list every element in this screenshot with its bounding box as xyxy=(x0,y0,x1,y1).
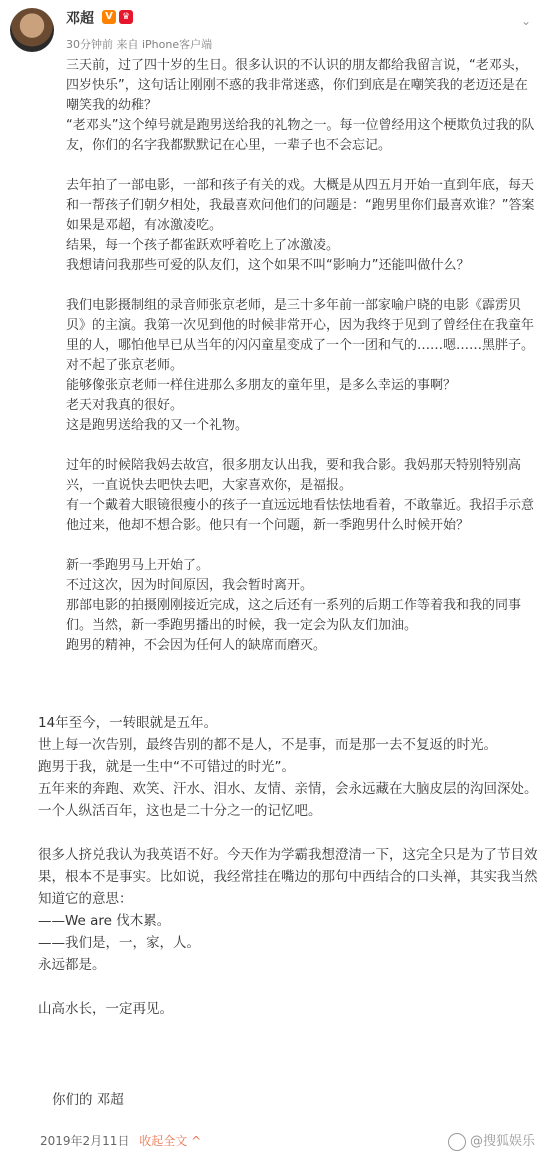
post-paragraph: 这是跑男送给我的又一个礼物。 xyxy=(66,418,249,433)
post-paragraph: 新一季跑男马上开始了。 xyxy=(66,558,210,573)
post-paragraph: 有一个戴着大眼镜很瘦小的孩子一直远远地看怯怯地看着，不敢靠近。我招手示意他过来，他却不想合影。他只有一个问题，新一季跑男什么时候开始？ xyxy=(66,498,535,533)
post-paragraph: 过年的时候陪我妈去故宫，很多朋友认出我，要和我合影。我妈那天特别特别高兴，一直说快去吧快去吧，大家喜欢你，是福报。 xyxy=(66,458,522,493)
post-paragraph: 那部电影的拍摄刚刚接近完成，这之后还有一系列的后期工作等着我和我的同事们。当然，新一季跑男播出的时候，我一定会为队友们加油。 xyxy=(66,598,522,633)
signature: 你们的 邓超 xyxy=(52,1092,124,1108)
author-name[interactable]: 邓超 xyxy=(66,11,94,27)
post-paragraph: 世上每一次告别，最终告别的都不是人，不是事，而是那一去不复返的时光。 xyxy=(38,737,497,753)
watermark: @搜狐娱乐 xyxy=(448,1130,535,1151)
post-paragraph: 14年至今，一转眼就是五年。 xyxy=(38,715,218,731)
paragraph-gap xyxy=(66,536,536,556)
post-paragraph: 老天对我真的很好。 xyxy=(66,398,184,413)
post-paragraph: 跑男于我，就是一生中“不可错过的时光”。 xyxy=(38,759,295,775)
collapse-button[interactable]: 收起全文 ^ xyxy=(139,1134,202,1148)
paragraph-gap xyxy=(38,822,538,844)
post-paragraph: 永远都是。 xyxy=(38,957,106,973)
post-header xyxy=(0,0,545,58)
post-date: 2019年2月11日 xyxy=(40,1134,130,1148)
paragraph-gap xyxy=(66,276,536,296)
post-body xyxy=(66,56,536,656)
avatar[interactable] xyxy=(10,8,54,52)
post-paragraph: 我想请问我那些可爱的队友们，这个如果不叫“影响力”还能叫做什么？ xyxy=(66,258,470,273)
collapse-arrow-icon: ^ xyxy=(191,1134,202,1148)
post-paragraph: 五年来的奔跑、欢笑、汗水、泪水、友情、亲情，会永远藏在大脑皮层的沟回深处。一个人纵活百年，这也是二十分之一的记忆吧。 xyxy=(38,781,538,819)
post-paragraph: 能够像张京老师一样住进那么多朋友的童年里，是多么幸运的事啊？ xyxy=(66,378,457,393)
post-paragraph: 不过这次，因为时间原因，我会暂时离开。 xyxy=(66,578,314,593)
verified-badge: V xyxy=(102,10,116,24)
post-paragraph: 跑男的精神，不会因为任何人的缺席而磨灭。 xyxy=(66,638,327,653)
post-paragraph: 很多人挤兑我认为我英语不好。今天作为学霸我想澄清一下，这完全只是为了节目效果，根本不是事实。比如说，我经常挂在嘴边的那句中西结合的口头禅，其实我当然知道它的意思： xyxy=(38,847,538,907)
vip-icon: ♛ xyxy=(119,10,133,24)
chevron-down-icon[interactable]: ⌄ xyxy=(520,14,531,28)
post-footer xyxy=(40,1132,201,1149)
paragraph-gap xyxy=(66,156,536,176)
post-paragraph: “老邓头”这个绰号就是跑男送给我的礼物之一。每一位曾经用这个梗欺负过我的队友，你们的名字我都默默记在心里，一辈子也不会忘记。 xyxy=(66,118,535,153)
post-paragraph: 我们电影摄制组的录音师张京老师，是三十多年前一部家喻户晓的电影《霹雳贝贝》的主演。我第一次见到他的时候非常开心，因为我终于见到了曾经住在我童年里的人，哪怕他早已从当年的闪闪童星变成了一个一团和气的……嗯……黑胖子。对不起了张京老师。 xyxy=(66,298,535,373)
post-paragraph: 结果，每一个孩子都雀跃欢呼着吃上了冰激凌。 xyxy=(66,238,340,253)
post-paragraph: ——我们是，一，家，人。 xyxy=(38,935,200,951)
weibo-icon xyxy=(448,1133,466,1151)
post-paragraph: 山高水长，一定再见。 xyxy=(38,1001,173,1017)
paragraph-gap xyxy=(66,436,536,456)
post-meta: 30分钟前 来自 iPhone客户端 xyxy=(66,38,213,51)
paragraph-gap xyxy=(38,976,538,998)
post-body-lower xyxy=(38,712,538,1020)
post-paragraph: ——We are 伐木累。 xyxy=(38,913,171,929)
post-paragraph: 去年拍了一部电影，一部和孩子有关的戏。大概是从四五月开始一直到年底，每天和一帮孩子们朝夕相处，我最喜欢问他们的问题是：“跑男里你们最喜欢谁？”答案如果是邓超，有冰激凌吃。 xyxy=(66,178,535,233)
post-paragraph: 三天前，过了四十岁的生日。很多认识的不认识的朋友都给我留言说，“老邓头，四岁快乐”，这句话让刚刚不惑的我非常迷惑，你们到底是在嘲笑我的老迈还是在嘲笑我的幼稚？ xyxy=(66,58,528,113)
